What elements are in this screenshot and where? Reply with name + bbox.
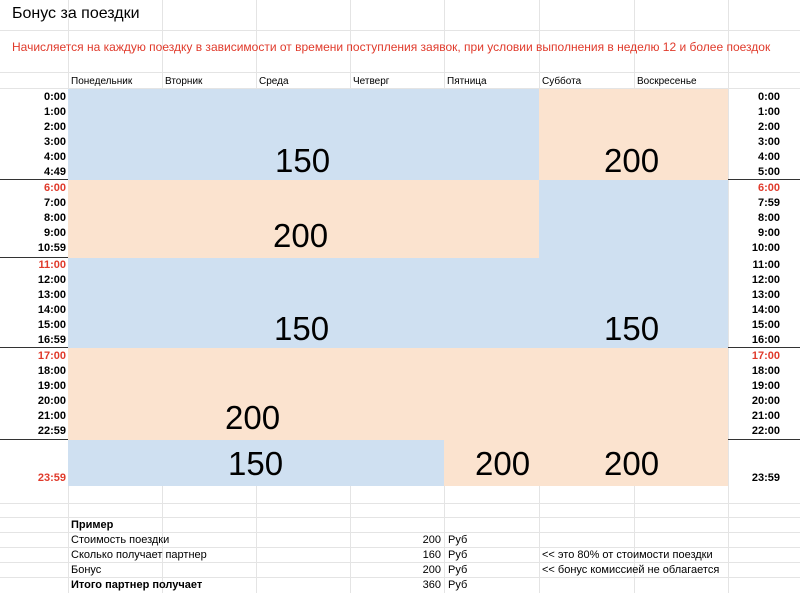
time-label-right: 21:00 bbox=[751, 410, 780, 422]
time-label-left: 2:00 bbox=[43, 121, 66, 133]
bonus-weekday-evening: 200 bbox=[225, 399, 281, 436]
time-label-left: 16:59 bbox=[37, 334, 66, 346]
time-label-right: 11:00 bbox=[752, 259, 780, 271]
time-label-right: 20:00 bbox=[751, 395, 780, 407]
time-label-right: 3:00 bbox=[757, 136, 780, 148]
gridline bbox=[0, 577, 800, 578]
period-separator bbox=[0, 257, 68, 258]
time-label-left: 3:00 bbox=[43, 136, 66, 148]
example-unit: Руб bbox=[448, 549, 468, 561]
time-label-left: 1:00 bbox=[43, 106, 66, 118]
time-label-left: 0:00 bbox=[43, 91, 66, 103]
time-label-left: 15:00 bbox=[37, 319, 66, 331]
day-header-thursday: Четверг bbox=[353, 76, 390, 87]
bonus-weekend-day: 150 bbox=[604, 310, 660, 347]
condition-note: Начисляется на каждую поездку в зависимости от времени поступления заявок, при условии выполнения в неделю 12 и более поездок bbox=[12, 40, 771, 54]
time-label-right: 4:00 bbox=[757, 151, 780, 163]
time-label-right: 16:00 bbox=[751, 334, 780, 346]
bonus-weekend-night: 200 bbox=[604, 142, 660, 179]
time-label-left: 11:00 bbox=[38, 259, 66, 271]
time-label-left: 4:00 bbox=[43, 151, 66, 163]
gridline bbox=[0, 532, 800, 533]
period-separator bbox=[728, 179, 800, 180]
time-label-left: 7:00 bbox=[43, 197, 66, 209]
period-separator bbox=[728, 347, 800, 348]
period-separator bbox=[0, 347, 68, 348]
time-label-left: 19:00 bbox=[37, 380, 66, 392]
time-label-right: 17:00 bbox=[751, 350, 780, 362]
time-label-left: 14:00 bbox=[37, 304, 66, 316]
time-label-left: 10:59 bbox=[37, 242, 66, 254]
period-separator bbox=[728, 439, 800, 440]
time-label-right: 15:00 bbox=[751, 319, 780, 331]
day-header-friday: Пятница bbox=[447, 76, 487, 87]
example-comment: << бонус комиссией не облагается bbox=[542, 564, 720, 576]
example-label: Бонус bbox=[71, 564, 102, 576]
time-label-right: 9:00 bbox=[757, 227, 780, 239]
time-label-left: 23:59 bbox=[37, 472, 66, 484]
time-label-left: 12:00 bbox=[37, 274, 66, 286]
time-label-left: 18:00 bbox=[37, 365, 66, 377]
example-value: 200 bbox=[422, 534, 441, 546]
time-label-left: 8:00 bbox=[43, 212, 66, 224]
example-value: 360 bbox=[422, 579, 441, 591]
day-header-saturday: Суббота bbox=[542, 76, 582, 87]
day-header-tuesday: Вторник bbox=[165, 76, 203, 87]
sheet-title: Бонус за поездки bbox=[12, 5, 140, 22]
bonus-weekend-evening: 200 bbox=[604, 445, 660, 482]
time-label-left: 9:00 bbox=[43, 227, 66, 239]
gridline bbox=[0, 72, 800, 73]
gridline bbox=[0, 547, 800, 548]
day-header-wednesday: Среда bbox=[259, 76, 289, 87]
time-label-left: 20:00 bbox=[37, 395, 66, 407]
time-label-right: 23:59 bbox=[751, 472, 780, 484]
example-comment: << это 80% от стоимости поездки bbox=[542, 549, 713, 561]
example-unit: Руб bbox=[448, 579, 468, 591]
gridline bbox=[0, 503, 800, 504]
time-label-right: 19:00 bbox=[751, 380, 780, 392]
time-label-left: 17:00 bbox=[37, 350, 66, 362]
time-label-left: 4:49 bbox=[43, 166, 66, 178]
example-unit: Руб bbox=[448, 564, 468, 576]
period-separator bbox=[0, 179, 68, 180]
time-label-left: 21:00 bbox=[37, 410, 66, 422]
time-label-left: 6:00 bbox=[43, 182, 66, 194]
time-label-right: 6:00 bbox=[757, 182, 780, 194]
time-label-right: 13:00 bbox=[751, 289, 780, 301]
example-unit: Руб bbox=[448, 534, 468, 546]
time-label-left: 22:59 bbox=[37, 425, 66, 437]
time-label-right: 8:00 bbox=[757, 212, 780, 224]
time-label-right: 12:00 bbox=[751, 274, 780, 286]
example-value: 160 bbox=[422, 549, 441, 561]
time-label-right: 5:00 bbox=[757, 166, 780, 178]
time-label-right: 14:00 bbox=[751, 304, 780, 316]
example-value: 200 bbox=[422, 564, 441, 576]
time-label-right: 18:00 bbox=[751, 365, 780, 377]
day-header-sunday: Воскресенье bbox=[637, 76, 697, 87]
time-label-left: 13:00 bbox=[37, 289, 66, 301]
time-label-right: 0:00 bbox=[757, 91, 780, 103]
bonus-weekday-late: 150 bbox=[228, 445, 284, 482]
gridline bbox=[0, 517, 800, 518]
bonus-weekday-day: 150 bbox=[274, 310, 330, 347]
time-label-right: 10:00 bbox=[751, 242, 780, 254]
time-label-right: 1:00 bbox=[757, 106, 780, 118]
example-label: Стоимость поездки bbox=[71, 534, 170, 546]
example-heading: Пример bbox=[71, 519, 114, 531]
gridline bbox=[0, 30, 800, 31]
bonus-weekday-night: 150 bbox=[275, 142, 331, 179]
time-label-right: 22:00 bbox=[751, 425, 780, 437]
example-label: Сколько получает партнер bbox=[71, 549, 207, 561]
day-header-monday: Понедельник bbox=[71, 76, 133, 87]
time-label-right: 2:00 bbox=[757, 121, 780, 133]
bonus-friday-evening: 200 bbox=[475, 445, 531, 482]
bonus-weekday-morning: 200 bbox=[273, 217, 329, 254]
example-label: Итого партнер получает bbox=[71, 579, 203, 591]
gridline bbox=[0, 562, 800, 563]
period-separator bbox=[0, 439, 68, 440]
time-label-right: 7:59 bbox=[757, 197, 780, 209]
